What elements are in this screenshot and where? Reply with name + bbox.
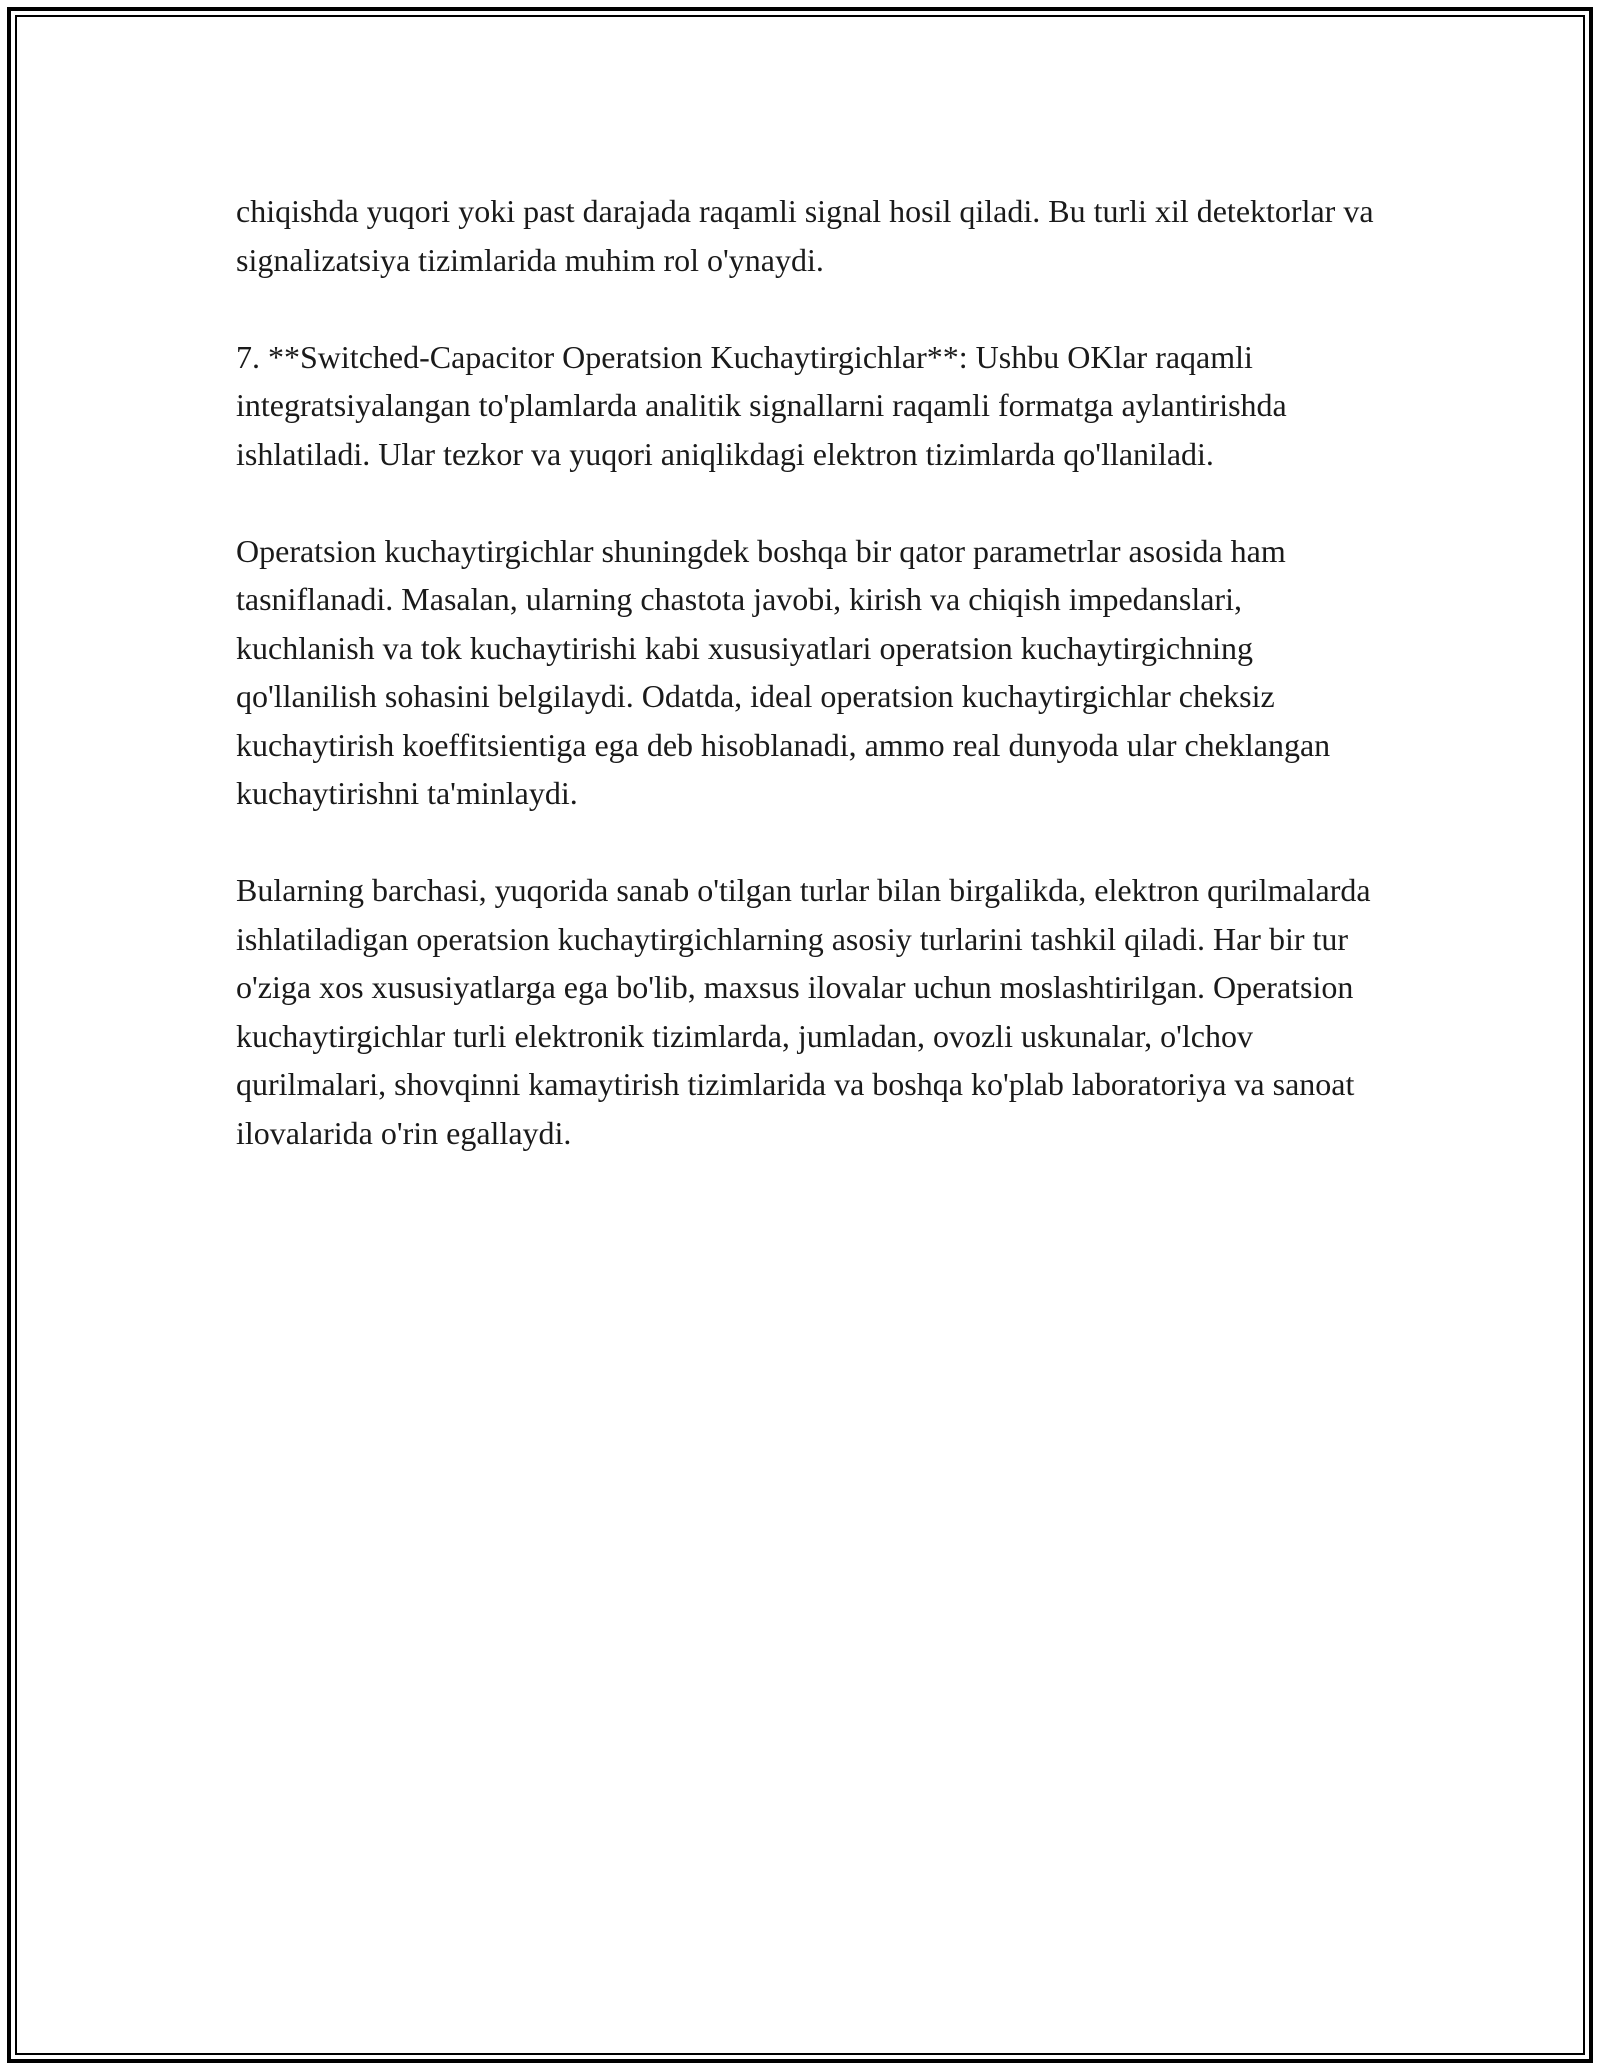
paragraph-comparator-continuation: chiqishda yuqori yoki past darajada raqamli signal hosil qiladi. Bu turli xil detektorlar va signalizatsiya tizimlarida muhim rol o'ynaydi. [236, 193, 1374, 278]
paragraph-classification: Operatsion kuchaytirgichlar shuningdek boshqa bir qator parametrlar asosida ham tasniflanadi. Masalan, ularning chastota javobi, kirish va chiqish impedanslari, kuchlanish va tok kuchaytirishi kabi xususiyatlari operatsion kuchaytirgichning qo'llanilish sohasini belgilaydi. Odatda, ideal operatsion kuchaytirgichlar cheksiz kuchaytirish koeffitsientiga ega deb hisoblanadi, ammo real dunyoda ular cheklangan kuchaytirishni ta'minlaydi. [236, 532, 1331, 811]
paragraph-switched-capacitor: 7. **Switched-Capacitor Operatsion Kuchaytirgichlar**: Ushbu OKlar raqamli integratsiyalangan to'plamlarda analitik signallarni raqamli formatga aylantirishda ishlatiladi. Ular tezkor va yuqori aniqlikdagi elektron tizimlarda qo'llaniladi. [236, 338, 1287, 472]
paragraph-summary: Bularning barchasi, yuqorida sanab o'tilgan turlar bilan birgalikda, elektron qurilmalarda ishlatiladigan operatsion kuchaytirgichlarning asosiy turlarini tashkil qiladi. Har bir tur o'ziga xos xususiyatlarga ega bo'lib, maxsus ilovalar uchun moslashtirilgan. Operatsion kuchaytirgichlar turli elektronik tizimlarda, jumladan, ovozli uskunalar, o'lchov qurilmalari, shovqinni kamaytirish tizimlarida va boshqa ko'plab laboratoriya va sanoat ilovalarida o'rin egallaydi. [236, 872, 1371, 1151]
document-body [236, 187, 1376, 1157]
